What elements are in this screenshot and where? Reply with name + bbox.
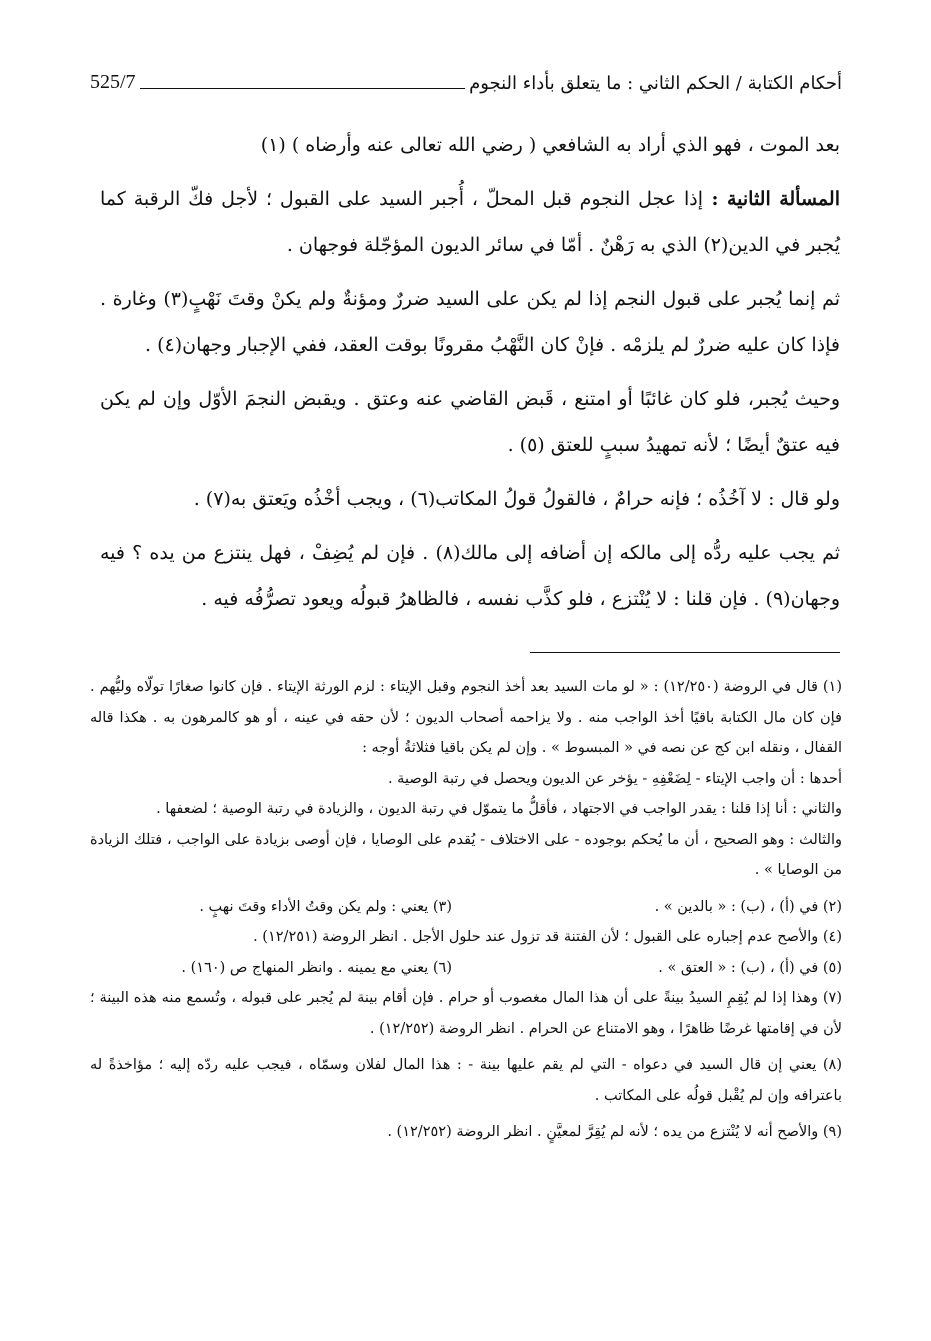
- footnote-3: (٣) يعني : ولم يكن وقتُ الأداء وقتَ نهبٍ .: [199, 898, 452, 915]
- footnote-1-line: أحدها : أن واجب الإيتاء - لِضَعْفِهِ - يؤخر عن الديون ويحصل في رتبة الوصية .: [387, 770, 842, 787]
- page-number: 525/7: [90, 71, 136, 93]
- footnote-9: (٩) والأصح أنه لا يُنْتزع من يده ؛ لأنه لم يُقِرَّ لمعيَّنٍ . انظر الروضة (١٢/٢٥٢) .: [387, 1124, 842, 1140]
- footnote-1-line: والثالث : وهو الصحيح ، أن ما يُحكم بوجوده - على الاختلاف - يُقدم على الوصايا ، فإن أوصى بزيادة على الواجب ، فتلك الزيادة من الوصايا » .: [90, 831, 842, 878]
- footnote-5: (٥) في (أ) ، (ب) : « العتق » .: [658, 959, 842, 976]
- footnote-6: (٦) يعني مع يمينه . وانظر المنهاج ص (١٦٠) .: [181, 959, 452, 976]
- header-rule: [140, 88, 466, 89]
- footnote-1-line: والثاني : أنا إذا قلنا : يقدر الواجب في الاجتهاد ، فأقلُّ ما يتموّل في رتبة الديون ، والزيادة في رتبة الوصية ؛ لضعفها .: [156, 801, 842, 817]
- main-text: [100, 122, 840, 630]
- footnote-2: (٢) في (أ) ، (ب) : « بالدين » .: [654, 898, 842, 915]
- page-header: [90, 62, 842, 96]
- paragraph: ولو قال : لا آخُذُه ؛ فإنه حرامٌ ، فالقولُ قولُ المكاتب(٦) ، ويجب أخْذُه ويَعتق به(٧) .: [193, 488, 840, 510]
- running-title: أحكام الكتابة / الحكم الثاني : ما يتعلق بأداء النجوم: [469, 73, 842, 94]
- footnote-8: (٨) يعني إن قال السيد في دعواه - التي لم يقم عليها بينة - : هذا المال لفلان وسمّاه ، فيجب عليه ردّه إليه ؛ مؤاخذةً له باعترافه وإن لم يُقْبل قولُه على المكاتب .: [90, 1057, 842, 1104]
- paragraph: ثم إنما يُجبر على قبول النجم إذا لم يكن على السيد ضررٌ ومؤنةٌ ولم يكنْ وقتَ نَهْبٍ(٣) وغارة . فإذا كان عليه ضررٌ لم يلزمْه . فإنْ كان النَّهْبُ مقرونًا بوقت العقد، ففي الإجبار وجهان(٤) .: [100, 288, 841, 356]
- footnote-4: (٤) والأصح عدم إجباره على القبول ؛ لأن الفتنة قد تزول عند حلول الأجل . انظر الروضة (١٢/٢٥١) .: [253, 929, 842, 945]
- section-heading: المسألة الثانية :: [703, 188, 840, 210]
- footnote-row: [90, 892, 842, 923]
- footnote-row: [90, 953, 842, 984]
- paragraph: وحيث يُجبر، فلو كان غائبًا أو امتنع ، قَبض القاضي عنه وعتق . ويقبض النجمَ الأوّل وإن لم يكن فيه عتقٌ أيضًا ؛ لأنه تمهيدُ سببٍ للعتق (٥) .: [100, 388, 840, 456]
- footnote-7: (٧) وهذا إذا لم يُقِمِ السيدُ بينةً على أن هذا المال مغصوب أو حرام . فإن أقام بينة لم يُجبر على قبوله ، وتُسمع منه هذه البينة ؛ لأن في إقامتها غرضًا ظاهرًا ، وهو الامتناع عن الحرام . انظر الروضة (١٢/٢٥٢) .: [90, 990, 842, 1037]
- paragraph: ثم يجب عليه ردُّه إلى مالكه إن أضافه إلى مالك(٨) . فإن لم يُضِفْ ، فهل ينتزع من يده ؟ فيه وجهان(٩) . فإن قلنا : لا يُنْتزع ، فلو كذَّب نفسه ، فالظاهرُ قبولُه ويعود تصرُّفُه فيه .: [100, 542, 841, 610]
- footnote-divider: [530, 652, 840, 653]
- paragraph: بعد الموت ، فهو الذي أراد به الشافعي ( رضي الله تعالى عنه وأرضاه ) (١): [260, 134, 840, 156]
- paragraph: المسألة الثانية : إذا عجل النجوم قبل المحلّ ، أُجبر السيد على القبول ؛ لأجل فكّ الرقبة كما يُجبر في الدين(٢) الذي به رَهْنٌ . أمّا في سائر الديون المؤجّلة فوجهان .: [100, 188, 840, 256]
- footnote-1: (١) قال في الروضة (١٢/٢٥٠) : « لو مات السيد بعد أخذ النجوم وقبل الإيتاء : لزم الورثة الإيتاء . فإن كانوا صغارًا تولّاه وليُّهم . فإن كان مال الكتابة باقيًا أخذ الواجب منه . ولا يزاحمه أصحاب الديون ؛ لأن حقه في عينه ، أو هو كالمرهون به . هكذا قاله القفال ، ونقله ابن كج عن نصه في « المبسوط » . وإن لم يكن باقيا فثلاثةُ أوجه :: [90, 679, 843, 756]
- footnotes: [90, 672, 842, 1148]
